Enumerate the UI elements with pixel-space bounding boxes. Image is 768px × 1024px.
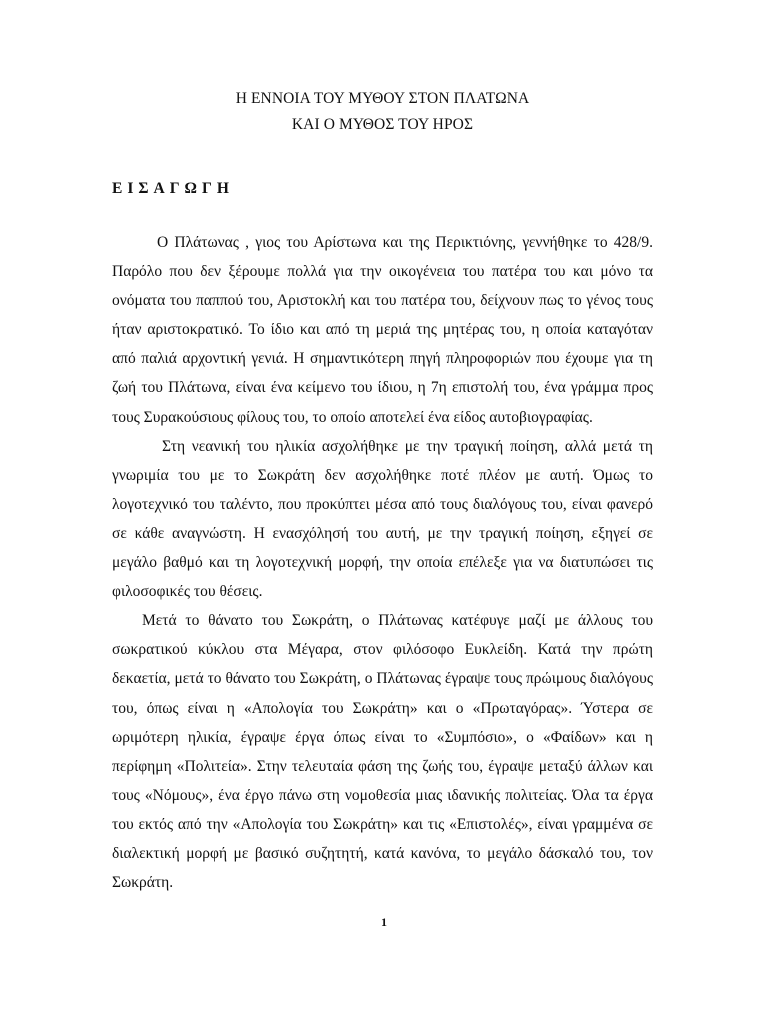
page-number: 1 [381,915,387,929]
paragraph-1: Ο Πλάτωνας , γιος του Αρίστωνα και της Περικτιόνης, γεννήθηκε το 428/9. Παρόλο που δεν ξέρουμε πολλά για την οικογένεια του πατέρα του και μόνο τα ονόματα του παππού του, Αριστοκλή και του πατέρα του, δείχνουν πως το γένος τους ήταν αριστοκρατικό. Το ίδιο και από τη μεριά της μητέρας του, η οποία καταγόταν από παλιά αρχοντική γενιά. Η σημαντικότερη πηγή πληροφοριών που έχουμε για τη ζωή του Πλάτωνα, είναι ένα κείμενο του ίδιου, η 7η επιστολή του, ένα γράμμα προς τους Συρακούσιους φίλους του, το οποίο αποτελεί ένα είδος αυτοβιογραφίας. [112,234,653,426]
paragraph-3: Μετά το θάνατο του Σωκράτη, ο Πλάτωνας κατέφυγε μαζί με άλλους του σωκρατικού κύκλου στα Μέγαρα, στον φιλόσοφο Ευκλείδη. Κατά την πρώτη δεκαετία, μετά το θάνατο του Σωκράτη, ο Πλάτωνας έγραψε τους πρώιμους διαλόγους του, όπως είναι η «Απολογία του Σωκράτη» και ο «Πρωταγόρας». Ύστερα σε ωριμότερη ηλικία, έγραψε έργα όπως είναι το «Συμπόσιο», ο «Φαίδων» και η περίφημη «Πολιτεία». Στην τελευταία φάση της ζωής του, έγραψε μεταξύ άλλων και τους «Νόμους», ένα έργο πάνω στη νομοθεσία μιας ιδανικής πολιτείας. Όλα τα έργα του εκτός από την «Απολογία του Σωκράτη» και τις «Επιστολές», είναι γραμμένα σε διαλεκτική μορφή με βασικό συζητητή, κατά κανόνα, το μεγάλο δάσκαλό του, τον Σωκράτη. [112,612,653,892]
title-line-1: Η ΕΝΝΟΙΑ ΤΟΥ ΜΥΘΟΥ ΣΤΟΝ ΠΛΑΤΩΝΑ [235,90,530,107]
section-heading: ΕΙΣΑΓΩΓΗ [112,180,234,197]
body-text [112,228,653,897]
document-page [112,86,653,897]
document-title [112,86,653,138]
title-line-2: ΚΑΙ Ο ΜΥΘΟΣ ΤΟΥ ΗΡΟΣ [291,116,474,133]
paragraph-2: Στη νεανική του ηλικία ασχολήθηκε με την τραγική ποίηση, αλλά μετά τη γνωριμία του με το Σωκράτη δεν ασχολήθηκε ποτέ πλέον με αυτή. Όμως το λογοτεχνικό του ταλέντο, που προκύπτει μέσα από τους διαλόγους του, είναι φανερό σε κάθε αναγνώστη. Η ενασχόλησή του αυτή, με την τραγική ποίηση, εξηγεί σε μεγάλο βαθμό και τη λογοτεχνική μορφή, την οποία επέλεξε για να διατυπώσει τις φιλοσοφικές του θέσεις. [112,437,653,601]
